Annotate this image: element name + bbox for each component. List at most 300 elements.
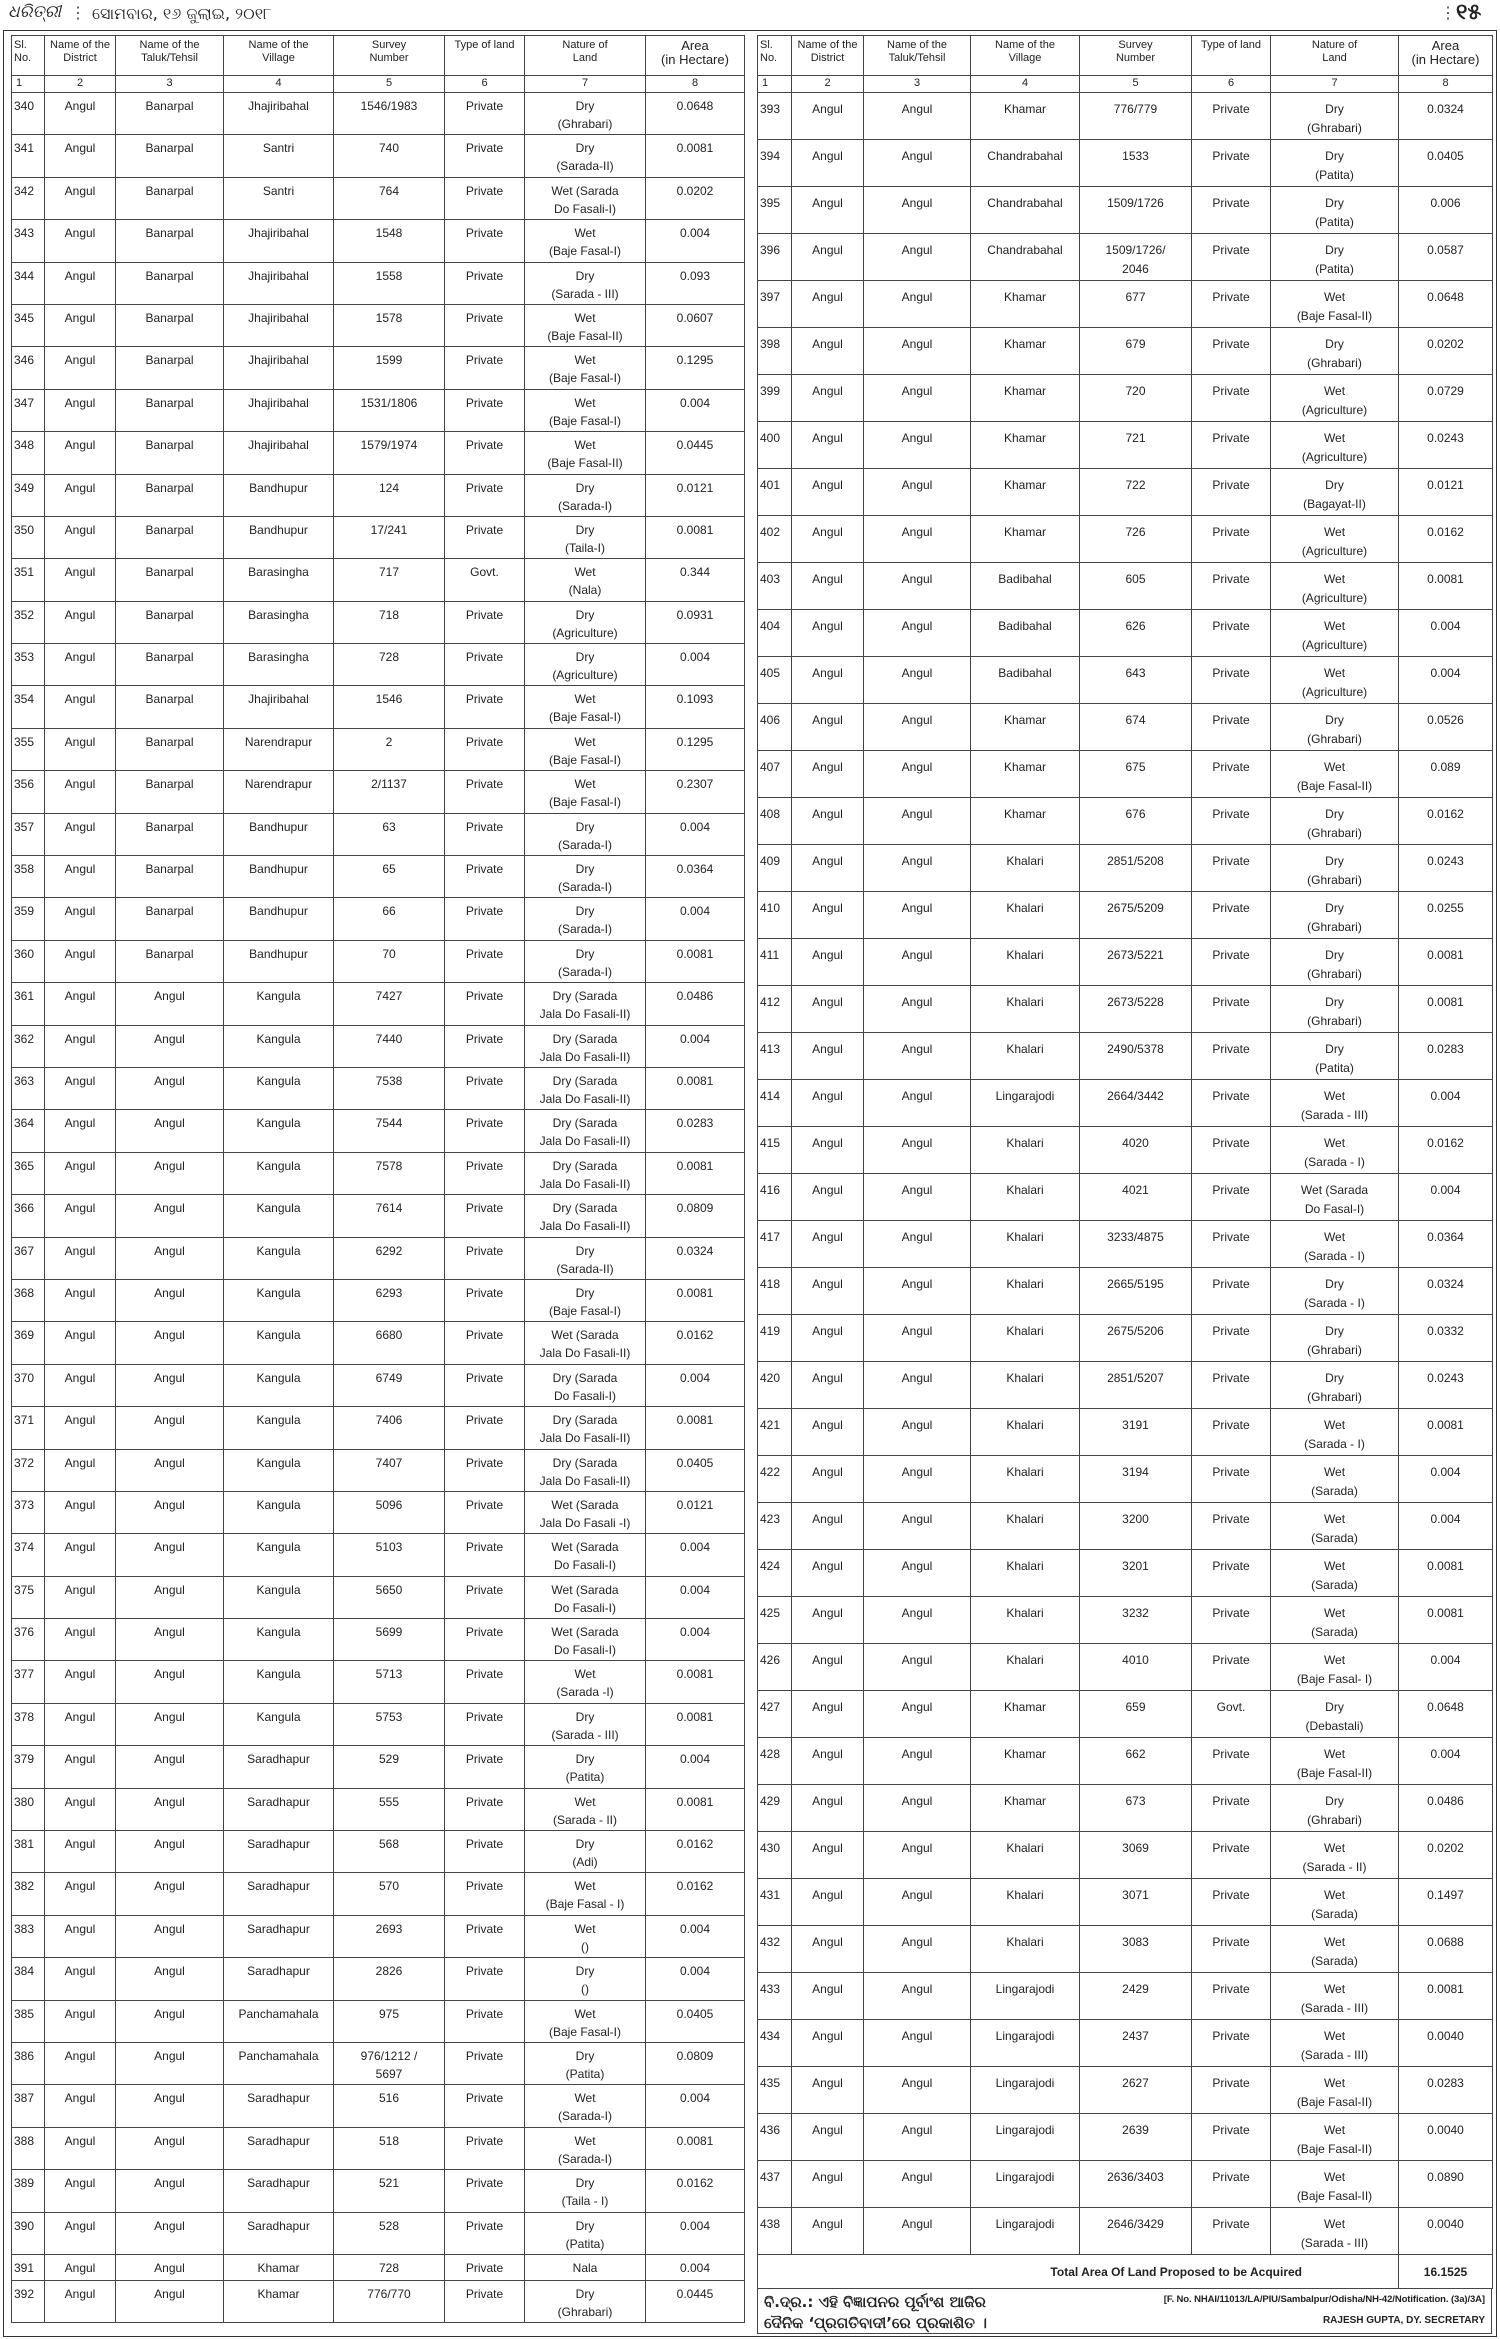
- survey-number-cell: 7440: [334, 1025, 445, 1067]
- taluk-cell: Angul: [116, 2212, 224, 2254]
- village-cell: Badibahal: [971, 563, 1080, 610]
- land-type-cell: Private: [1192, 1550, 1271, 1597]
- column-header-district: Name of the District: [45, 36, 116, 76]
- land-type-cell: Private: [1192, 2208, 1271, 2255]
- land-type-cell: Private: [1192, 751, 1271, 798]
- land-type-cell: Private: [1192, 328, 1271, 375]
- land-type-cell: Private: [445, 728, 525, 770]
- table-row: [12, 1025, 745, 1067]
- district-cell: Angul: [792, 1503, 864, 1550]
- taluk-cell: Banarpal: [116, 262, 224, 304]
- land-nature-cell: Dry (Ghrabari): [1271, 704, 1399, 751]
- village-cell: Khalari: [971, 1644, 1080, 1691]
- village-cell: Khamar: [971, 328, 1080, 375]
- area-cell: 0.0162: [1399, 798, 1493, 845]
- survey-number-cell: 676: [1080, 798, 1192, 845]
- village-cell: Kangula: [224, 1067, 334, 1109]
- taluk-cell: Angul: [864, 1926, 971, 1973]
- land-nature-cell: Wet (Baje Fasal-I): [525, 728, 646, 770]
- survey-number-cell: 2429: [1080, 1973, 1192, 2020]
- district-cell: Angul: [792, 1832, 864, 1879]
- taluk-cell: Angul: [864, 1973, 971, 2020]
- village-cell: Saradhapur: [224, 1831, 334, 1873]
- right-column: [757, 35, 1492, 2334]
- district-cell: Angul: [792, 1362, 864, 1409]
- survey-number-cell: 776/779: [1080, 93, 1192, 140]
- survey-number-cell: 1509/1726: [1080, 187, 1192, 234]
- sl-no-cell: 354: [12, 686, 45, 728]
- sl-no-cell: 351: [12, 559, 45, 601]
- taluk-cell: Angul: [864, 1127, 971, 1174]
- survey-number-cell: 626: [1080, 610, 1192, 657]
- taluk-cell: Angul: [116, 1279, 224, 1321]
- land-type-cell: Private: [445, 1534, 525, 1576]
- area-cell: 0.004: [1399, 610, 1493, 657]
- survey-number-cell: 2627: [1080, 2067, 1192, 2114]
- district-cell: Angul: [45, 1195, 116, 1237]
- survey-number-cell: 2646/3429: [1080, 2208, 1192, 2255]
- notice-footer: [757, 2289, 1492, 2334]
- sl-no-cell: 369: [12, 1322, 45, 1364]
- sl-no-cell: 396: [758, 234, 792, 281]
- area-cell: 0.0255: [1399, 892, 1493, 939]
- table-row: [758, 422, 1493, 469]
- land-nature-cell: Wet (Baje Fasal-I): [525, 220, 646, 262]
- district-cell: Angul: [792, 892, 864, 939]
- land-type-cell: Private: [1192, 1832, 1271, 1879]
- sl-no-cell: 380: [12, 1788, 45, 1830]
- column-number: 8: [646, 76, 745, 93]
- table-row: [758, 1362, 1493, 1409]
- district-cell: Angul: [45, 516, 116, 558]
- district-cell: Angul: [792, 1691, 864, 1738]
- area-cell: 0.1295: [646, 347, 745, 389]
- village-cell: Lingarajodi: [971, 1080, 1080, 1127]
- survey-number-cell: 5103: [334, 1534, 445, 1576]
- village-cell: Kangula: [224, 1619, 334, 1661]
- column-number: 3: [864, 76, 971, 93]
- survey-number-cell: 1558: [334, 262, 445, 304]
- area-cell: 0.004: [1399, 1174, 1493, 1221]
- sl-no-cell: 410: [758, 892, 792, 939]
- survey-number-cell: 555: [334, 1788, 445, 1830]
- land-type-cell: Private: [445, 1110, 525, 1152]
- village-cell: Khalari: [971, 1503, 1080, 1550]
- taluk-cell: Angul: [116, 1534, 224, 1576]
- taluk-cell: Banarpal: [116, 220, 224, 262]
- survey-number-cell: 1548: [334, 220, 445, 262]
- survey-number-cell: 2636/3403: [1080, 2161, 1192, 2208]
- table-row: [758, 1409, 1493, 1456]
- village-cell: Kangula: [224, 1322, 334, 1364]
- taluk-cell: Angul: [116, 2000, 224, 2042]
- district-cell: Angul: [45, 813, 116, 855]
- village-cell: Khalari: [971, 986, 1080, 1033]
- table-row: [12, 1237, 745, 1279]
- area-cell: 0.0243: [1399, 422, 1493, 469]
- area-cell: 0.0162: [646, 1322, 745, 1364]
- land-nature-cell: Nala: [525, 2254, 646, 2280]
- village-cell: Lingarajodi: [971, 2067, 1080, 2114]
- taluk-cell: Banarpal: [116, 432, 224, 474]
- land-type-cell: Private: [445, 135, 525, 177]
- column-number: 3: [116, 76, 224, 93]
- land-nature-cell: Wet (Baje Fasal-II): [1271, 751, 1399, 798]
- area-cell: 0.004: [646, 1025, 745, 1067]
- survey-number-cell: 718: [334, 601, 445, 643]
- village-cell: Jhajiribahal: [224, 93, 334, 135]
- column-number: 7: [525, 76, 646, 93]
- land-nature-cell: Dry (Sarada Do Fasali-I): [525, 1364, 646, 1406]
- land-nature-cell: Wet (Sarada-I): [525, 2127, 646, 2169]
- table-row: [758, 1127, 1493, 1174]
- table-row: [12, 1195, 745, 1237]
- area-cell: 0.0364: [646, 856, 745, 898]
- survey-number-cell: 776/770: [334, 2280, 445, 2322]
- district-cell: Angul: [45, 1534, 116, 1576]
- land-nature-cell: Wet (Baje Fasal-II): [525, 432, 646, 474]
- land-nature-cell: Dry (Sarada-II): [525, 135, 646, 177]
- village-cell: Khalari: [971, 845, 1080, 892]
- land-nature-cell: Dry (Patita): [525, 1746, 646, 1788]
- area-cell: 0.0890: [1399, 2161, 1493, 2208]
- village-cell: Khalari: [971, 1879, 1080, 1926]
- village-cell: Saradhapur: [224, 2085, 334, 2127]
- table-row: [12, 474, 745, 516]
- sl-no-cell: 368: [12, 1279, 45, 1321]
- village-cell: Khalari: [971, 1127, 1080, 1174]
- taluk-cell: Angul: [116, 1491, 224, 1533]
- area-cell: 0.004: [646, 1619, 745, 1661]
- village-cell: Kangula: [224, 1110, 334, 1152]
- land-nature-cell: Wet (Sarada Do Fasali-I): [525, 1534, 646, 1576]
- survey-number-cell: 2673/5221: [1080, 939, 1192, 986]
- village-cell: Khamar: [224, 2280, 334, 2322]
- survey-number-cell: 2675/5206: [1080, 1315, 1192, 1362]
- survey-number-cell: 1599: [334, 347, 445, 389]
- land-type-cell: Private: [445, 1449, 525, 1491]
- area-cell: 0.0081: [646, 1152, 745, 1194]
- village-cell: Narendrapur: [224, 771, 334, 813]
- land-type-cell: Private: [1192, 1926, 1271, 1973]
- table-row: [12, 1788, 745, 1830]
- village-cell: Kangula: [224, 1449, 334, 1491]
- area-cell: 0.0283: [1399, 2067, 1493, 2114]
- survey-number-cell: 65: [334, 856, 445, 898]
- district-cell: Angul: [792, 1127, 864, 1174]
- table-row: [12, 262, 745, 304]
- sl-no-cell: 389: [12, 2170, 45, 2212]
- table-row: [758, 1738, 1493, 1785]
- land-nature-cell: Dry (Agriculture): [525, 644, 646, 686]
- taluk-cell: Angul: [116, 1364, 224, 1406]
- table-total-section: [758, 2255, 1493, 2289]
- land-type-cell: Private: [445, 1407, 525, 1449]
- land-type-cell: Private: [1192, 892, 1271, 939]
- sl-no-cell: 372: [12, 1449, 45, 1491]
- table-row: [758, 234, 1493, 281]
- table-row: [758, 657, 1493, 704]
- survey-number-cell: 1546: [334, 686, 445, 728]
- taluk-cell: Angul: [116, 1873, 224, 1915]
- district-cell: Angul: [45, 1788, 116, 1830]
- land-nature-cell: Dry (Patita): [1271, 234, 1399, 281]
- land-type-cell: Private: [445, 1195, 525, 1237]
- survey-number-cell: 605: [1080, 563, 1192, 610]
- sl-no-cell: 422: [758, 1456, 792, 1503]
- sl-no-cell: 436: [758, 2114, 792, 2161]
- area-cell: 0.0364: [1399, 1221, 1493, 1268]
- land-nature-cell: Wet (Sarada Do Fasali-I): [525, 1619, 646, 1661]
- table-row: [758, 2020, 1493, 2067]
- village-cell: Khamar: [971, 798, 1080, 845]
- column-number: 7: [1271, 76, 1399, 93]
- table-row: [758, 1080, 1493, 1127]
- district-cell: Angul: [792, 798, 864, 845]
- taluk-cell: Angul: [116, 1576, 224, 1618]
- sl-no-cell: 399: [758, 375, 792, 422]
- column-number: 8: [1399, 76, 1493, 93]
- survey-number-cell: 677: [1080, 281, 1192, 328]
- survey-number-cell: 976/1212 / 5697: [334, 2042, 445, 2084]
- taluk-cell: Angul: [116, 1237, 224, 1279]
- sl-no-cell: 362: [12, 1025, 45, 1067]
- land-type-cell: Private: [1192, 2020, 1271, 2067]
- table-row: [758, 2208, 1493, 2255]
- sl-no-cell: 355: [12, 728, 45, 770]
- land-nature-cell: Wet (Baje Fasal-II): [1271, 1738, 1399, 1785]
- land-type-cell: Private: [1192, 1879, 1271, 1926]
- land-nature-cell: Wet (Sarada Do Fasali-I): [525, 1576, 646, 1618]
- survey-number-cell: 4010: [1080, 1644, 1192, 1691]
- taluk-cell: Banarpal: [116, 686, 224, 728]
- village-cell: Kangula: [224, 1534, 334, 1576]
- sl-no-cell: 430: [758, 1832, 792, 1879]
- district-cell: Angul: [792, 1738, 864, 1785]
- sl-no-cell: 421: [758, 1409, 792, 1456]
- district-cell: Angul: [45, 1661, 116, 1703]
- column-header-area: Area (in Hectare): [1399, 36, 1493, 76]
- land-type-cell: Private: [1192, 2067, 1271, 2114]
- land-nature-cell: Wet (Baje Fasal-I): [525, 686, 646, 728]
- taluk-cell: Banarpal: [116, 93, 224, 135]
- village-cell: Chandrabahal: [971, 187, 1080, 234]
- survey-number-cell: 70: [334, 940, 445, 982]
- survey-number-cell: 975: [334, 2000, 445, 2042]
- land-nature-cell: Dry (Patita): [1271, 1033, 1399, 1080]
- village-cell: Kangula: [224, 1576, 334, 1618]
- taluk-cell: Banarpal: [116, 771, 224, 813]
- column-header-survey-number: Survey Number: [334, 36, 445, 76]
- area-cell: 0.0324: [646, 1237, 745, 1279]
- table-row: [12, 304, 745, 346]
- area-cell: 0.0243: [1399, 845, 1493, 892]
- area-cell: 0.004: [1399, 1738, 1493, 1785]
- page-number: ୧୫: [1456, 0, 1482, 25]
- village-cell: Khalari: [971, 1926, 1080, 1973]
- land-nature-cell: Dry (Agriculture): [525, 601, 646, 643]
- land-type-cell: Private: [1192, 1221, 1271, 1268]
- land-nature-cell: Wet (Sarada - II): [525, 1788, 646, 1830]
- land-type-cell: Private: [445, 1576, 525, 1618]
- district-cell: Angul: [45, 1619, 116, 1661]
- district-cell: Angul: [792, 187, 864, 234]
- district-cell: Angul: [792, 563, 864, 610]
- table-row: [758, 93, 1493, 140]
- survey-number-cell: 7578: [334, 1152, 445, 1194]
- sl-no-cell: 407: [758, 751, 792, 798]
- land-type-cell: Private: [1192, 939, 1271, 986]
- district-cell: Angul: [45, 1491, 116, 1533]
- land-type-cell: Private: [445, 2085, 525, 2127]
- sl-no-cell: 417: [758, 1221, 792, 1268]
- land-type-cell: Private: [445, 813, 525, 855]
- land-nature-cell: Wet (Baje Fasal-I): [525, 347, 646, 389]
- village-cell: Kangula: [224, 1407, 334, 1449]
- land-nature-cell: Wet (Sarada Jala Do Fasali -I): [525, 1491, 646, 1533]
- area-cell: 0.0648: [1399, 1691, 1493, 1738]
- land-nature-cell: Dry (Sarada-I): [525, 856, 646, 898]
- table-row: [12, 2280, 745, 2322]
- table-row: [758, 1503, 1493, 1550]
- sl-no-cell: 383: [12, 1915, 45, 1957]
- land-type-cell: Private: [445, 1364, 525, 1406]
- survey-number-cell: 3069: [1080, 1832, 1192, 1879]
- survey-number-cell: 2665/5195: [1080, 1268, 1192, 1315]
- district-cell: Angul: [45, 347, 116, 389]
- district-cell: Angul: [45, 1407, 116, 1449]
- sl-no-cell: 384: [12, 1958, 45, 2000]
- table-row: [758, 798, 1493, 845]
- table-row: [12, 1958, 745, 2000]
- area-cell: 0.0081: [1399, 563, 1493, 610]
- district-cell: Angul: [45, 1067, 116, 1109]
- land-type-cell: Private: [1192, 2114, 1271, 2161]
- sl-no-cell: 343: [12, 220, 45, 262]
- land-type-cell: Private: [1192, 187, 1271, 234]
- sl-no-cell: 429: [758, 1785, 792, 1832]
- survey-number-cell: 528: [334, 2212, 445, 2254]
- village-cell: Barasingha: [224, 601, 334, 643]
- district-cell: Angul: [45, 1364, 116, 1406]
- survey-number-cell: 7406: [334, 1407, 445, 1449]
- survey-number-cell: 1579/1974: [334, 432, 445, 474]
- table-row: [758, 845, 1493, 892]
- separator-dots-icon: ⋮: [1440, 5, 1456, 22]
- taluk-cell: Banarpal: [116, 347, 224, 389]
- sl-no-cell: 373: [12, 1491, 45, 1533]
- taluk-cell: Banarpal: [116, 304, 224, 346]
- area-cell: 0.093: [646, 262, 745, 304]
- district-cell: Angul: [792, 1926, 864, 1973]
- land-nature-cell: Dry (Patita): [525, 2212, 646, 2254]
- village-cell: Kangula: [224, 1279, 334, 1321]
- sl-no-cell: 348: [12, 432, 45, 474]
- land-type-cell: Private: [445, 1067, 525, 1109]
- land-nature-cell: Dry (Sarada-I): [525, 898, 646, 940]
- area-cell: 0.0324: [1399, 93, 1493, 140]
- survey-number-cell: 2851/5207: [1080, 1362, 1192, 1409]
- land-type-cell: Private: [1192, 1738, 1271, 1785]
- land-nature-cell: Wet (Sarada): [1271, 1597, 1399, 1644]
- area-cell: 0.0405: [646, 2000, 745, 2042]
- village-cell: Khamar: [224, 2254, 334, 2280]
- survey-number-cell: 3191: [1080, 1409, 1192, 1456]
- area-cell: 0.344: [646, 559, 745, 601]
- land-type-cell: Private: [445, 432, 525, 474]
- sl-no-cell: 388: [12, 2127, 45, 2169]
- taluk-cell: Angul: [116, 1661, 224, 1703]
- land-nature-cell: Dry (Sarada Jala Do Fasali-II): [525, 983, 646, 1025]
- table-row: [758, 140, 1493, 187]
- sl-no-cell: 420: [758, 1362, 792, 1409]
- district-cell: Angul: [792, 1409, 864, 1456]
- sl-no-cell: 340: [12, 93, 45, 135]
- survey-number-cell: 7427: [334, 983, 445, 1025]
- survey-number-cell: 662: [1080, 1738, 1192, 1785]
- table-row: [758, 1691, 1493, 1738]
- taluk-cell: Angul: [864, 798, 971, 845]
- district-cell: Angul: [792, 422, 864, 469]
- village-cell: Barasingha: [224, 559, 334, 601]
- village-cell: Lingarajodi: [971, 1973, 1080, 2020]
- land-type-cell: Private: [1192, 1409, 1271, 1456]
- land-nature-cell: Dry (Sarada-I): [525, 474, 646, 516]
- sl-no-cell: 390: [12, 2212, 45, 2254]
- sl-no-cell: 366: [12, 1195, 45, 1237]
- land-nature-cell: Dry (Ghrabari): [1271, 1785, 1399, 1832]
- land-type-cell: Private: [445, 1619, 525, 1661]
- land-type-cell: Private: [1192, 1033, 1271, 1080]
- taluk-cell: Banarpal: [116, 940, 224, 982]
- land-nature-cell: Dry (Patita): [1271, 140, 1399, 187]
- area-cell: 0.0809: [646, 1195, 745, 1237]
- taluk-cell: Angul: [864, 610, 971, 657]
- sl-no-cell: 391: [12, 2254, 45, 2280]
- area-cell: 0.0121: [646, 1491, 745, 1533]
- district-cell: Angul: [792, 1221, 864, 1268]
- sl-no-cell: 349: [12, 474, 45, 516]
- column-number: 6: [1192, 76, 1271, 93]
- table-row: [12, 728, 745, 770]
- land-nature-cell: Wet (Sarada): [1271, 1456, 1399, 1503]
- table-row: [758, 1268, 1493, 1315]
- survey-number-cell: 2437: [1080, 2020, 1192, 2067]
- area-cell: 0.0324: [1399, 1268, 1493, 1315]
- table-row: [758, 516, 1493, 563]
- area-cell: 0.004: [646, 2212, 745, 2254]
- table-row: [12, 2127, 745, 2169]
- sl-no-cell: 387: [12, 2085, 45, 2127]
- taluk-cell: Angul: [116, 2042, 224, 2084]
- taluk-cell: Angul: [864, 751, 971, 798]
- area-cell: 0.0162: [646, 1873, 745, 1915]
- table-row: [12, 2212, 745, 2254]
- taluk-cell: Angul: [116, 1407, 224, 1449]
- land-nature-cell: Wet (Baje Fasal-II): [1271, 2067, 1399, 2114]
- sl-no-cell: 418: [758, 1268, 792, 1315]
- district-cell: Angul: [45, 686, 116, 728]
- district-cell: Angul: [792, 281, 864, 328]
- district-cell: Angul: [792, 751, 864, 798]
- village-cell: Bandhupur: [224, 856, 334, 898]
- signatory: RAJESH GUPTA, DY. SECRETARY: [1322, 2315, 1485, 2326]
- column-number: 6: [445, 76, 525, 93]
- district-cell: Angul: [45, 1576, 116, 1618]
- land-type-cell: Govt.: [445, 559, 525, 601]
- village-cell: Khamar: [971, 375, 1080, 422]
- taluk-cell: Angul: [864, 516, 971, 563]
